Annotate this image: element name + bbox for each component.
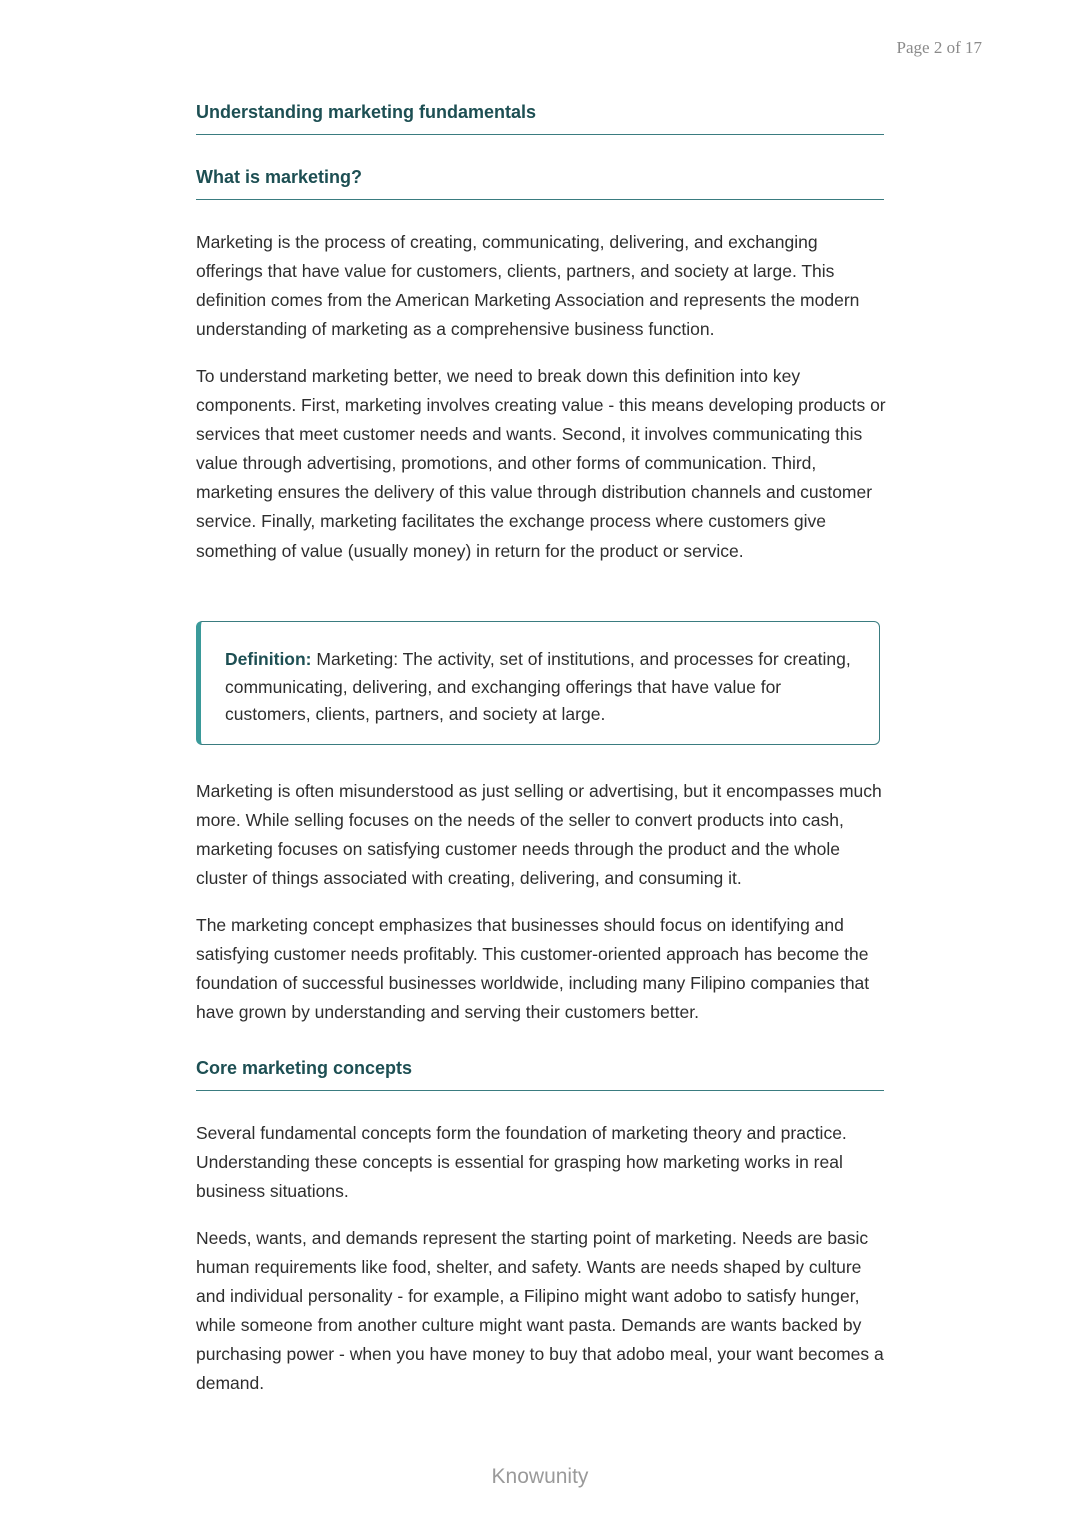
paragraph-selling-vs-marketing: Marketing is often misunderstood as just selling or advertising, but it encompasses much more. While selling focuses on the needs of the seller to convert products into cash, marketing focuses on satisfying customer needs through the product and the whole cluster of things associated with creating, delivering, and consuming it. (196, 781, 882, 889)
definition-body: Marketing: The activity, set of institutions, and processes for creating, communicating, delivering, and exchanging offerings that have value for customers, clients, partners, and society at large. (225, 649, 851, 724)
paragraph-needs-wants-demands: Needs, wants, and demands represent the starting point of marketing. Needs are basic human requirements like food, shelter, and safety. Wants are needs shaped by culture and individual personality - for example, a Filipino might want adobo to satisfy hunger, while someone from another culture might want pasta. Demands are wants backed by purchasing power - when you have money to buy that adobo meal, your want becomes a demand. (196, 1228, 884, 1394)
subheading-what-is-marketing: What is marketing? (196, 165, 884, 200)
section-title: Understanding marketing fundamentals (196, 100, 884, 135)
definition-callout (196, 621, 880, 745)
definition-text (225, 646, 857, 729)
page-number: Page 2 of 17 (896, 38, 982, 57)
definition-label: Definition: (225, 649, 312, 669)
paragraph-core-concepts-intro: Several fundamental concepts form the foundation of marketing theory and practice. Understanding these concepts is essential for grasping how marketing works in real business situations. (196, 1123, 847, 1202)
paragraph-marketing-concept: The marketing concept emphasizes that businesses should focus on identifying and satisfying customer needs profitably. This customer-oriented approach has become the foundation of successful businesses worldwide, including many Filipino companies that have grown by understanding and serving their customers better. (196, 915, 870, 1023)
paragraph-definition-intro: Marketing is the process of creating, communicating, delivering, and exchanging offerings that have value for customers, clients, partners, and society at large. This definition comes from the American Marketing Association and represents the modern understanding of marketing as a comprehensive business function. (196, 232, 860, 340)
paragraph-components: To understand marketing better, we need to break down this definition into key components. First, marketing involves creating value - this means developing products or services that meet customer needs and wants. Second, it involves communicating this value through advertising, promotions, and other forms of communication. Third, marketing ensures the delivery of this value through distribution channels and customer service. Finally, marketing facilitates the exchange process where customers give something of value (usually money) in return for the product or service. (196, 366, 886, 561)
subheading-core-concepts: Core marketing concepts (196, 1056, 884, 1091)
footer-brand-watermark: Knowunity (491, 1465, 589, 1488)
